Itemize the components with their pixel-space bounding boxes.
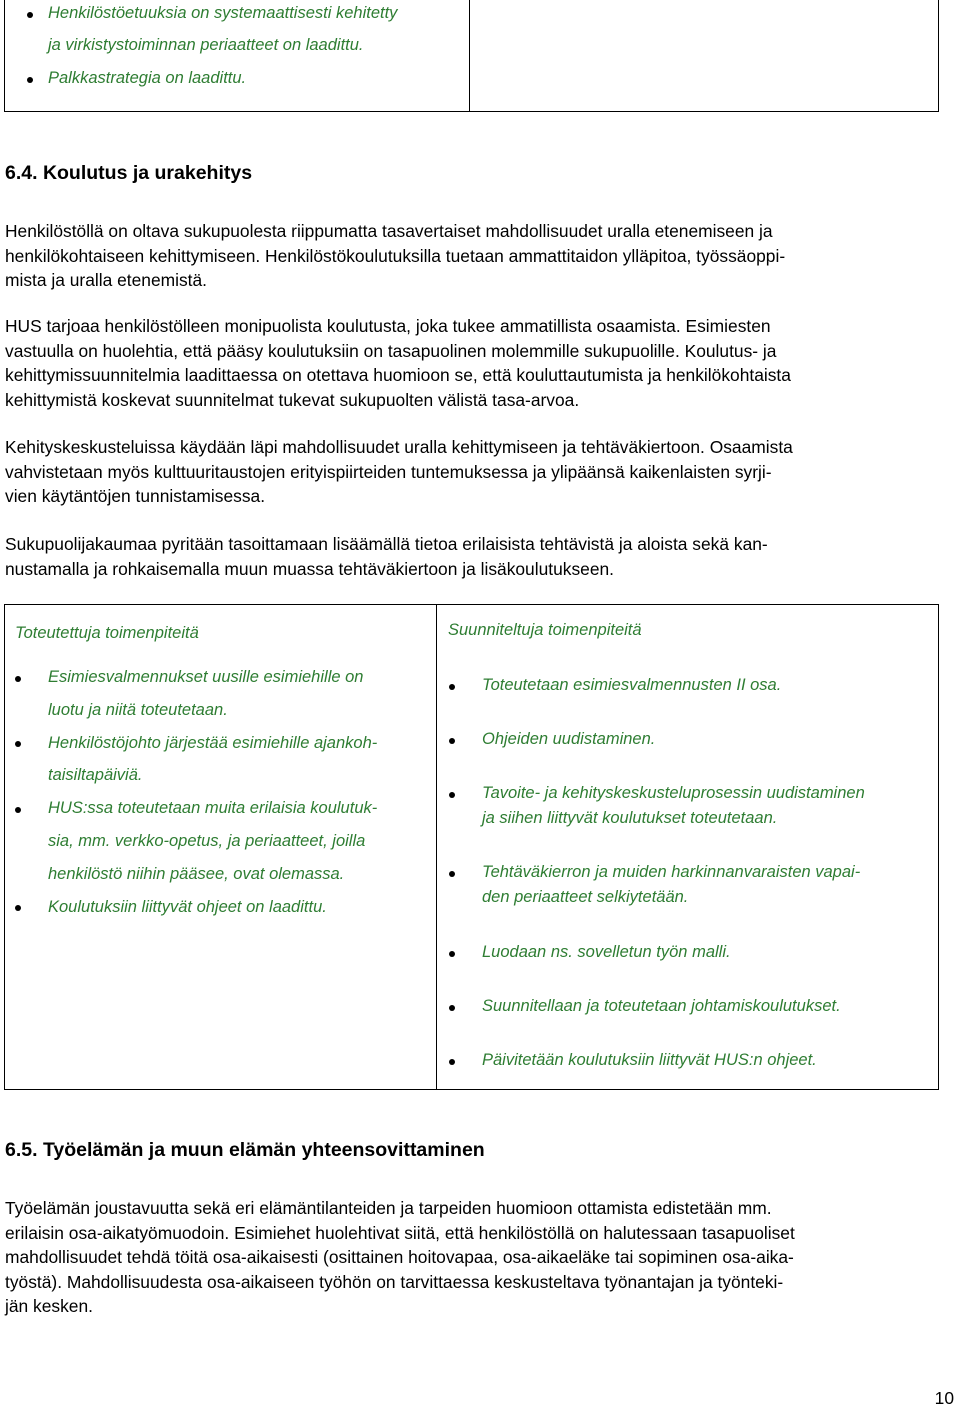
- bullet-icon: [449, 951, 455, 957]
- top-table-line: Palkkastrategia on laadittu.: [48, 69, 247, 87]
- table-line: Tavoite- ja kehityskeskusteluprosessin uudistaminen: [482, 784, 865, 802]
- section-heading-6-5: 6.5. Työelämän ja muun elämän yhteensovittaminen: [5, 1139, 485, 1161]
- bullet-icon: [449, 871, 455, 877]
- text-line: erilaisin osa-aikatyömuodoin. Esimiehet huolehtivat siitä, että henkilöstöllä on halutessaan tasapuoliset: [5, 1222, 795, 1243]
- bullet-icon: [449, 738, 455, 744]
- table-line: Toteutetaan esimiesvalmennusten II osa.: [482, 676, 782, 694]
- bullet-icon: [27, 77, 33, 83]
- bullet-icon: [449, 1059, 455, 1065]
- table-line: luotu ja niitä toteutetaan.: [48, 701, 228, 719]
- top-table-divider: [469, 0, 470, 112]
- text-line: Henkilöstöllä on oltava sukupuolesta riippumatta tasavertaiset mahdollisuudet uralla etenemiseen ja: [5, 221, 773, 241]
- table-line: Koulutuksiin liittyvät ohjeet on laadittu.: [48, 898, 327, 916]
- text-line: Sukupuolijakaumaa pyritään tasoittamaan lisäämällä tietoa erilaisista tehtävistä ja aloista sekä kan-: [5, 534, 768, 554]
- paragraph: [5, 219, 955, 293]
- table-line: den periaatteet selkiytetään.: [482, 888, 689, 906]
- table-line: Tehtäväkierron ja muiden harkinnanvaraisten vapai-: [482, 863, 861, 881]
- bullet-icon: [449, 1005, 455, 1011]
- bullet-icon: [15, 905, 21, 911]
- text-line: vastuulla on huolehtia, että pääsy koulutuksiin on tasapuolinen molemmille sukupuolille. Koulutus- ja: [5, 340, 777, 361]
- table-line: Esimiesvalmennukset uusille esimiehille on: [48, 668, 364, 686]
- bullet-icon: [27, 12, 33, 18]
- paragraph: [5, 1196, 955, 1319]
- table-line: Ohjeiden uudistaminen.: [482, 730, 656, 748]
- table-line: Luodaan ns. sovelletun työn malli.: [482, 943, 731, 961]
- table-header-planned: Suunniteltuja toimenpiteitä: [448, 621, 642, 639]
- paragraph: [5, 435, 955, 509]
- section-heading-6-4: 6.4. Koulutus ja urakehitys: [5, 162, 253, 184]
- table-line: taisiltapäiviä.: [48, 766, 143, 784]
- bullet-icon: [15, 807, 21, 813]
- text-line: henkilökohtaiseen kehittymiseen. Henkilöstökoulutuksilla tuetaan ammattitaidon ylläpitoa, työssäoppi-: [5, 245, 786, 266]
- text-line: vien käytäntöjen tunnistamisessa.: [5, 486, 266, 506]
- table-line: Päivitetään koulutuksiin liittyvät HUS:n ohjeet.: [482, 1051, 817, 1069]
- table-line: henkilöstö niihin pääsee, ovat olemassa.: [48, 865, 345, 883]
- text-line: jän kesken.: [5, 1296, 93, 1316]
- paragraph: [5, 314, 955, 412]
- table-line: sia, mm. verkko-opetus, ja periaatteet, joilla: [48, 832, 366, 850]
- text-line: työstä). Mahdollisuudesta osa-aikaiseen työhön on tarvittaessa keskusteltava työnantajan ja työnteki-: [5, 1271, 784, 1292]
- table-header-implemented: Toteutettuja toimenpiteitä: [15, 624, 199, 642]
- text-line: HUS tarjoaa henkilöstölleen monipuolista koulutusta, joka tukee ammatillista osaamista. Esimiesten: [5, 316, 771, 336]
- top-table-line: Henkilöstöetuuksia on systemaattisesti kehitetty: [48, 4, 398, 22]
- paragraph: [5, 532, 955, 581]
- text-line: Työelämän joustavuutta sekä eri elämäntilanteiden ja tarpeiden huomioon ottamista edistetään mm.: [5, 1198, 772, 1218]
- text-line: mista ja uralla etenemistä.: [5, 270, 208, 290]
- page-number: 10: [934, 1388, 954, 1408]
- text-line: kehittymissuunnitelmia laadittaessa on otettava huomioon se, että kouluttautumista ja henkilökohtaista: [5, 365, 791, 385]
- top-table-line: ja virkistystoiminnan periaatteet on laadittu.: [48, 36, 364, 54]
- bullet-icon: [449, 792, 455, 798]
- bullet-icon: [15, 676, 21, 682]
- text-line: vahvistetaan myös kulttuuritaustojen erityispiirteiden tuntemuksessa ja ylipäänsä kaikenlaisten syrji-: [5, 461, 772, 482]
- table-line: Henkilöstöjohto järjestää esimiehille ajankoh-: [48, 734, 378, 752]
- text-line: mahdollisuudet tehdä töitä osa-aikaisesti (osittainen hoitovapaa, osa-aikaeläke tai sopiminen osa-aika-: [5, 1247, 794, 1267]
- text-line: nustamalla ja rohkaisemalla muun muassa tehtäväkiertoon ja lisäkoulutukseen.: [5, 558, 615, 579]
- table-line: HUS:ssa toteutetaan muita erilaisia koulutuk-: [48, 799, 378, 817]
- table-line: Suunnitellaan ja toteutetaan johtamiskoulutukset.: [482, 997, 841, 1015]
- bullet-icon: [15, 741, 21, 747]
- bullet-icon: [449, 684, 455, 690]
- measures-table-divider: [436, 604, 437, 1090]
- text-line: Kehityskeskusteluissa käydään läpi mahdollisuudet uralla kehittymiseen ja tehtäväkiertoon. Osaamista: [5, 437, 793, 457]
- table-line: ja siihen liittyvät koulutukset toteutetaan.: [482, 809, 778, 827]
- text-line: kehittymistä koskevat suunnitelmat tukevat sukupuolten välistä tasa-arvoa.: [5, 389, 580, 410]
